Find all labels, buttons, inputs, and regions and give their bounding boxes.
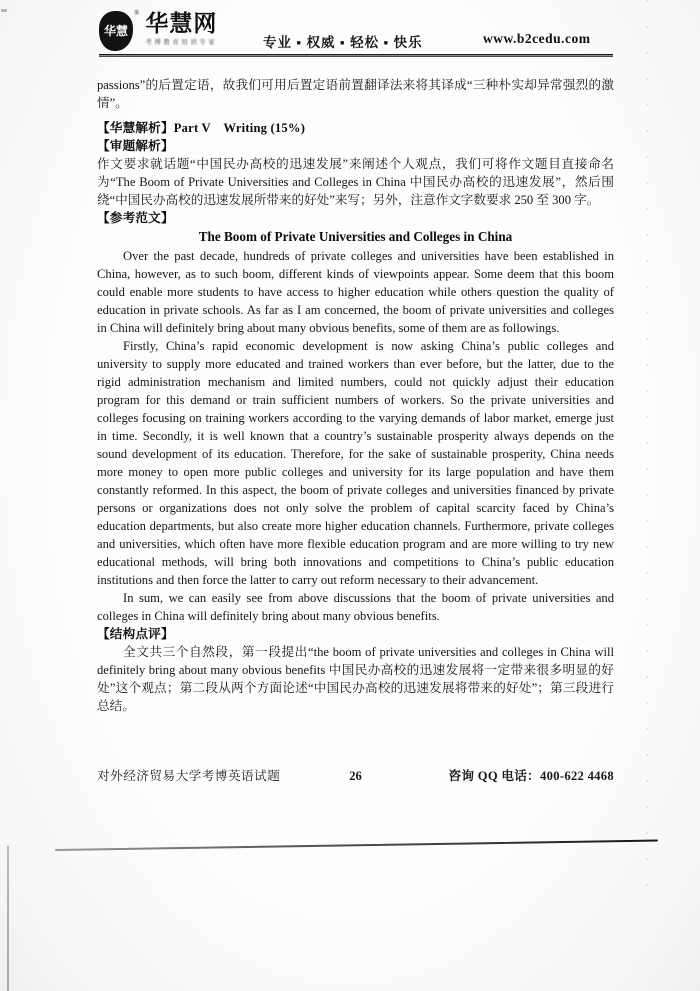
logo-tagline: 考博教育培训专家: [145, 39, 218, 46]
scan-edge-noise: [646, 0, 648, 900]
logo-text: [145, 11, 217, 46]
registered-mark-icon: ®: [134, 9, 140, 17]
sample-essay-heading: 【参考范文】: [97, 211, 174, 225]
topic-analysis-body: 作文要求就话题“中国民办高校的迅速发展”来阐述个人观点，我们可将作文题目直接命名为“The Boom of Private Universities and Colleges in China 中国民办高校的迅速发展”，然后围绕“中国民办高校的迅速发展所带来的好处”来写；另外，注意作文字数要求 250 至 300 字。: [97, 157, 614, 207]
scan-edge-line: [7, 846, 9, 991]
header-rule: [99, 54, 613, 57]
page-header: [0, 0, 700, 60]
essay-paragraph-3: In sum, we can easily see from above discussions that the boom of private universities and colleges in China will definitely bring about many obvious benefits.: [97, 591, 614, 623]
huahui-seal-icon: [99, 11, 133, 51]
footer-contact: 咨询 QQ 电话：400-622 4468: [448, 769, 614, 783]
huahui-logo: [99, 11, 217, 51]
essay-title: The Boom of Private Universities and Colleges in China: [198, 229, 513, 244]
essay-paragraph-2: Firstly, China’s rapid economic development is now asking China’s public colleges and university to supply more educated and trained workers than ever before, but the latter, due to the rigid administration mechanism and limited numbers, could not quickly adjust their education program for this demand or train sufficient numbers of workers. So the private universities and colleges focusing on training workers according to the varying demands of labor market, emerge just in time. Secondly, it is well known that a country’s sustainable prosperity always depends on the sound development of its education. Therefore, for the sake of sustainable prosperity, China needs more money to open more public colleges and university for its large population and have them constantly reformed. In this aspect, the boom of private colleges and universities financed by private persons or organizations does not only solve the problem of capital scarcity faced by China’s education departments, but also create more higher education channels. Furthermore, private colleges and universities, which often have more flexible education program and are more willing to try new educational methods, will bring both innovations and competitions to China’s public education institutions and then force the latter to carry out reform necessary to their advancement.: [97, 339, 614, 587]
topic-analysis-heading: 【审题解析】: [97, 139, 174, 153]
seal-text: 华慧: [103, 23, 128, 38]
footer-exam-title: 对外经济贸易大学考博英语试题: [97, 769, 281, 783]
page-footer: [97, 765, 614, 784]
scan-fold-line: [55, 840, 658, 851]
document-content: [97, 76, 614, 715]
header-website: www.b2cedu.com: [483, 31, 591, 46]
analysis-section-heading: 【华慧解析】Part V Writing (15%): [97, 121, 306, 135]
structure-review-body: 全文共三个自然段，第一段提出“the boom of private universities and colleges in China will definitely bring about many obvious benefits 中国民办高校的迅速发展将一定带来很多明显的好处”这个观点；第二段从两个方面论述“中国民办高校的迅速发展将带来的好处”；第三段进行总结。: [97, 645, 614, 713]
logo-name: 华慧网: [145, 10, 218, 36]
header-slogan: 专业 ▪ 权威 ▪ 轻松 ▪ 快乐: [263, 35, 423, 50]
essay-paragraph-1: Over the past decade, hundreds of private colleges and universities have been established in China, however, as to such boom, different kinds of viewpoints appear. Some deem that this boom could enable more students to have access to higher education while others question the quality of education in private schools. As far as I am concerned, the boom of private universities and colleges in China will definitely bring about many obvious benefits, some of them are as followings.: [97, 249, 614, 335]
footer-page-number: 26: [349, 769, 362, 783]
structure-review-heading: 【结构点评】: [97, 627, 174, 641]
carryover-paragraph: passions”的后置定语，故我们可用后置定语前置翻译法来将其译成“三种朴实却异常强烈的激情”。: [97, 78, 614, 110]
